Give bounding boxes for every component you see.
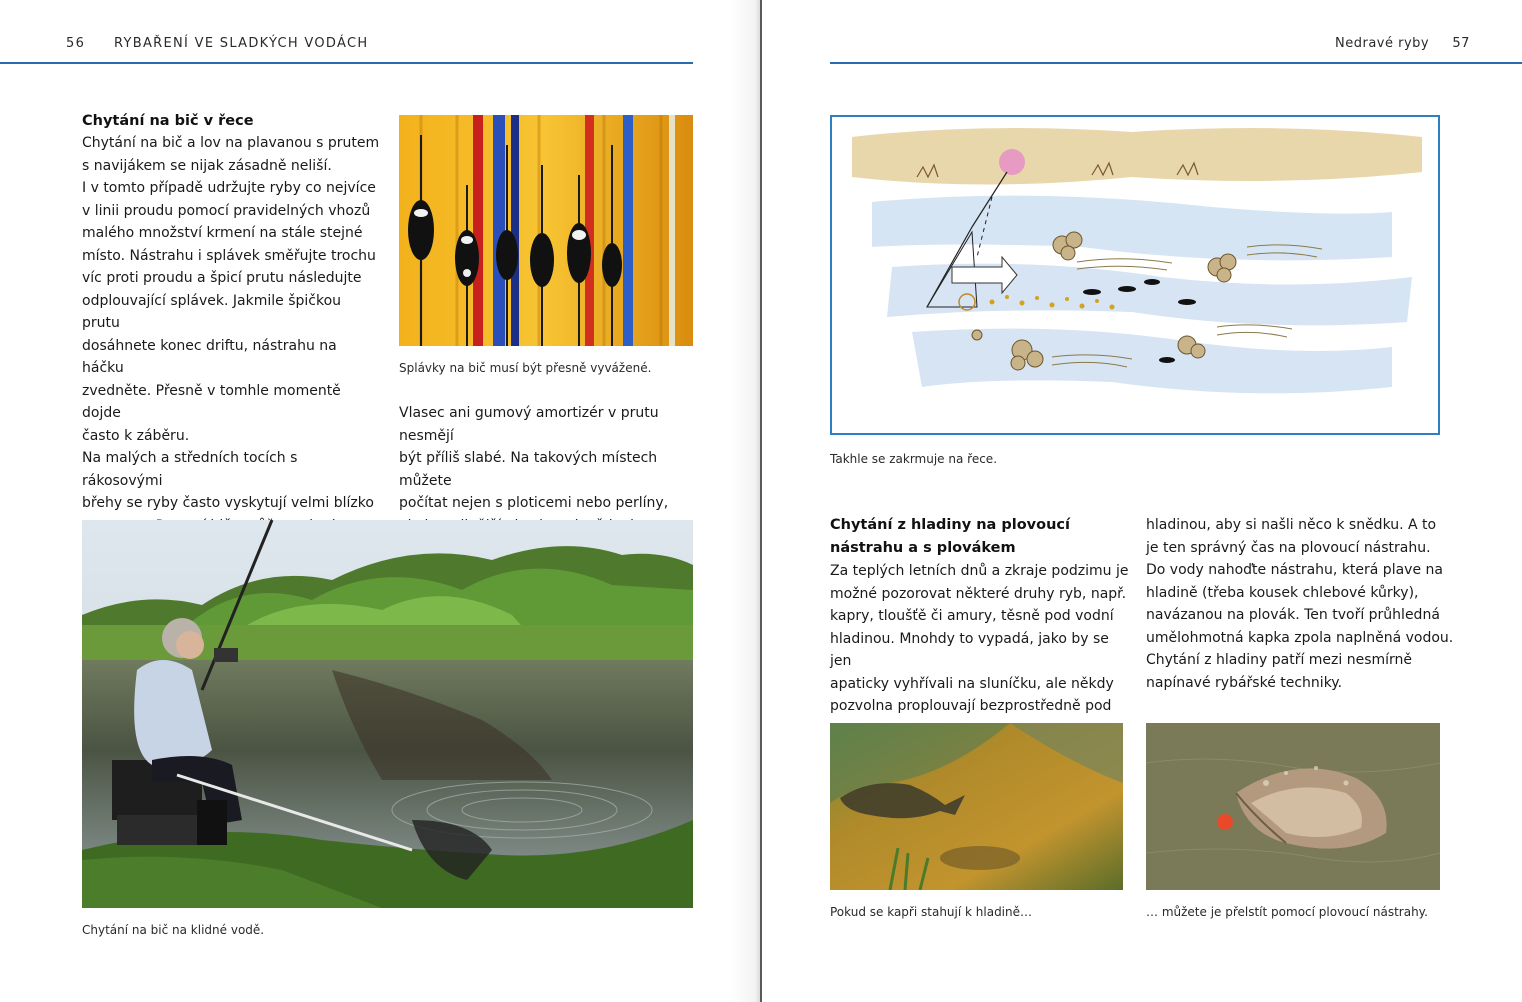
- photo-angler-calm-water: [82, 520, 693, 908]
- page-number-right: 57: [1452, 36, 1470, 51]
- section-heading-whip-river: Chytání na bič v řece: [82, 113, 254, 129]
- left-page-header: [66, 36, 368, 51]
- section-heading-surface-fishing: Chytání z hladiny na plovoucí nástrahu a s plovákem: [830, 517, 1070, 556]
- photo-pole-floats: [399, 115, 693, 346]
- right-page-header: [1335, 36, 1470, 51]
- running-title-right: Nedravé ryby: [1335, 36, 1430, 51]
- header-rule-left: [0, 62, 693, 64]
- body-text-left-col2: Vlasec ani gumový amortizér v prutu nesmějí být příliš slabé. Na takových místech můžete počítat nejen s ploticemi nebo perlíny,: [399, 405, 669, 511]
- body-text-left-col1: Chytání na bič a lov na plavanou s prutem s navijákem se nijak zásadně neliší. I v tomto případě udržujte ryby co nejvíce v linii proudu pomocí pravidelných vhozů malého množství krmení na stále stejné místo. Nástrahu i splávek směřujte trochu víc proti proudu a špicí prutu následujte odplouvající splávek. Jakmile špičkou prutu dosáhnete konec driftu, nástrahu na háčku zvedněte. Přesně v tomhle momentě dojde často k záběru. Na malých a středních tocích s rákosovými břehy se ryby často vyskytují velmi blízko: [82, 135, 380, 511]
- header-rule-right: [830, 62, 1522, 64]
- caption-carp-2: … můžete je přelstít pomocí plovoucí nástrahy.: [1146, 905, 1428, 919]
- caption-carp-1: Pokud se kapři stahují k hladině…: [830, 905, 1033, 919]
- caption-floats: Splávky na bič musí být přesně vyvážené.: [399, 361, 652, 375]
- right-page: [762, 0, 1522, 1002]
- body-text-right-col2: hladinou, aby si našli něco k snědku. A to je ten správný čas na plovoucí nástrahu. Do vody nahoďte nástrahu, která plave na hladině (třeba kousek chlebové kůrky), navázanou na plovák. Ten tvoří průhledná umělohmotná kapka zpola naplněná vodou. Chytání z hladiny patří mezi nesmírně napínavé rybářské techniky.: [1146, 517, 1454, 691]
- body-text-right-col1: Za teplých letních dnů a zkraje podzimu je možné pozorovat některé druhy ryb, např. kapry, tloušťě či amury, těsně pod vodní hladinou. Mnohdy to vypadá, jako by se jen apaticky vyhřívali na sluníčku, ale někdy pozvolna proplouvají bezprostředně pod: [830, 563, 1129, 714]
- photo-carp-near-surface: [830, 723, 1123, 890]
- left-page: [0, 0, 760, 1002]
- photo-carp-floating-bait: [1146, 723, 1440, 890]
- illustration-river-baiting: [830, 115, 1440, 435]
- caption-diagram: Takhle se zakrmuje na řece.: [830, 452, 998, 466]
- running-title-left: RYBAŘENÍ VE SLADKÝCH VODÁCH: [114, 36, 369, 51]
- caption-angler: Chytání na bič na klidné vodě.: [82, 923, 265, 937]
- page-number-left: 56: [66, 36, 86, 51]
